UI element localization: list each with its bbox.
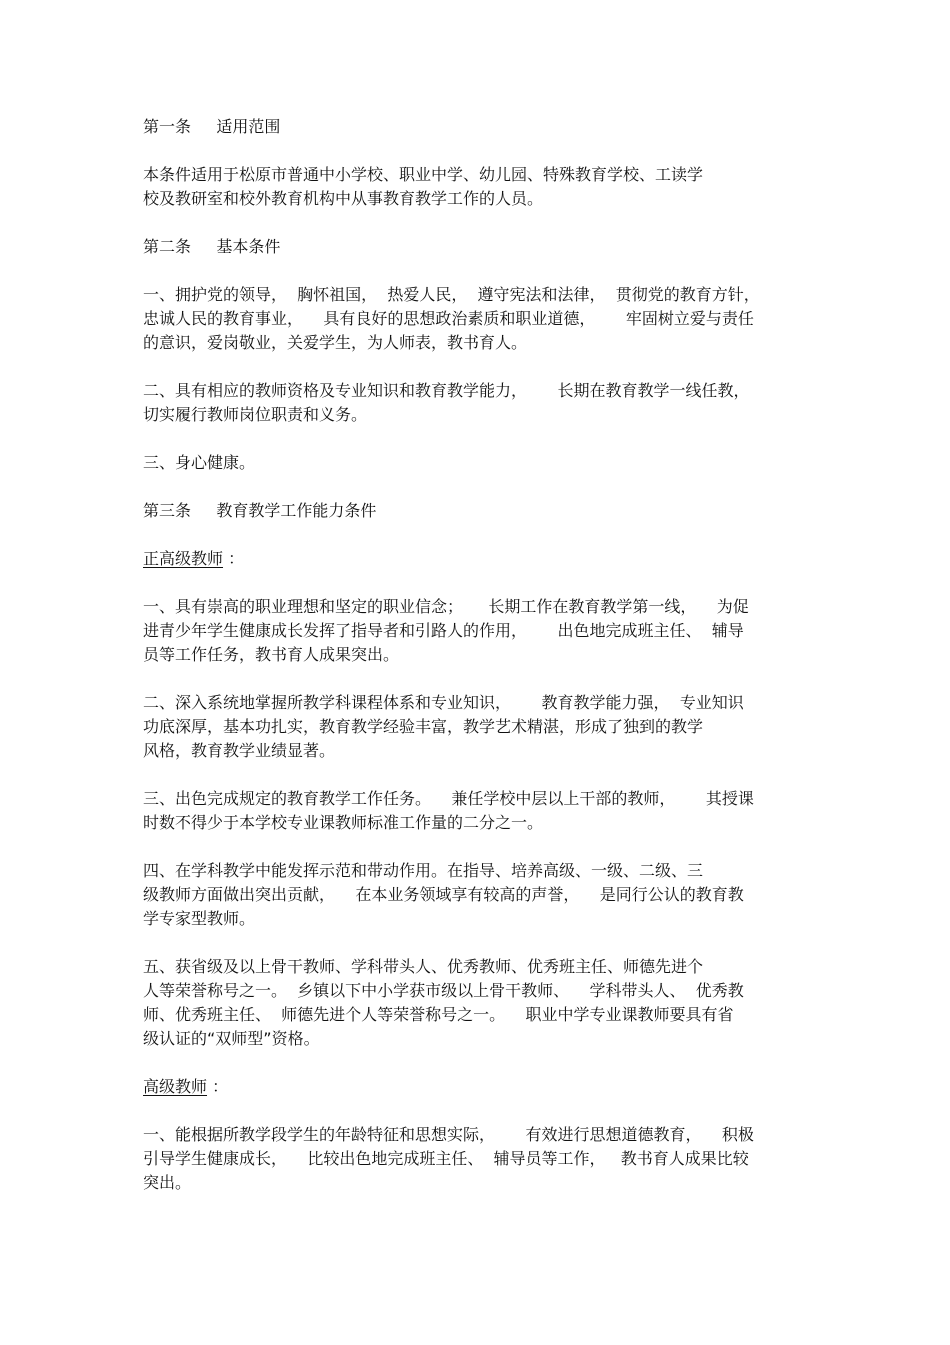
text-line: 时数不得少于本学校专业课教师标准工作量的二分之一。	[143, 813, 544, 832]
text-line: 级教师方面做出突出贡献， 在本业务领域享有较高的声誉， 是同行公认的教育教	[143, 885, 744, 904]
rank-label: 高级教师	[143, 1077, 208, 1096]
body-paragraph	[143, 859, 810, 931]
body-paragraph	[143, 955, 810, 1051]
text-line: 三、身心健康。	[143, 453, 256, 472]
rank-label-colon: ：	[223, 549, 245, 568]
text-line: 一、具有崇高的职业理想和坚定的职业信念； 长期工作在教育教学第一线， 为促	[143, 597, 749, 616]
subheading-line	[143, 1075, 810, 1099]
article-heading	[143, 115, 810, 139]
text-line: 校及教研室和校外教育机构中从事教育教学工作的人员。	[143, 189, 544, 208]
text-line: 级认证的“双师型”资格。	[143, 1029, 320, 1048]
heading-line: 第二条 基本条件	[143, 237, 281, 256]
text-line: 二、具有相应的教师资格及专业知识和教育教学能力， 长期在教育教学一线任教，	[143, 381, 750, 400]
body-paragraph	[143, 787, 810, 835]
heading-line: 第一条 适用范围	[143, 117, 281, 136]
text-line: 学专家型教师。	[143, 909, 256, 928]
text-line: 五、获省级及以上骨干教师、学科带头人、优秀教师、优秀班主任、师德先进个	[143, 957, 704, 976]
text-line: 忠诚人民的教育事业， 具有良好的思想政治素质和职业道德， 牢固树立爱与责任	[143, 309, 754, 328]
article-heading	[143, 235, 810, 259]
body-paragraph	[143, 691, 810, 763]
text-line: 功底深厚，基本功扎实，教育教学经验丰富，教学艺术精湛，形成了独到的教学	[143, 717, 704, 736]
body-paragraph	[143, 379, 810, 427]
text-line: 突出。	[143, 1173, 192, 1192]
text-line: 本条件适用于松原市普通中小学校、职业中学、幼儿园、特殊教育学校、工读学	[143, 165, 704, 184]
text-line: 一、能根据所教学段学生的年龄特征和思想实际， 有效进行思想道德教育， 积极	[143, 1125, 754, 1144]
rank-subheading	[143, 1075, 810, 1099]
text-line: 风格，教育教学业绩显著。	[143, 741, 336, 760]
text-line: 三、出色完成规定的教育教学工作任务。 兼任学校中层以上干部的教师， 其授课	[143, 789, 754, 808]
article-heading	[143, 499, 810, 523]
text-line: 切实履行教师岗位职责和义务。	[143, 405, 368, 424]
rank-label: 正高级教师	[143, 549, 224, 568]
subheading-line	[143, 547, 810, 571]
body-paragraph	[143, 163, 810, 211]
body-paragraph	[143, 595, 810, 667]
text-line: 引导学生健康成长， 比较出色地完成班主任、 辅导员等工作， 教书育人成果比较	[143, 1149, 749, 1168]
body-paragraph	[143, 451, 810, 475]
heading-line: 第三条 教育教学工作能力条件	[143, 501, 377, 520]
text-line: 师、优秀班主任、 师德先进个人等荣誉称号之一。 职业中学专业课教师要具有省	[143, 1005, 734, 1024]
text-line: 二、深入系统地掌握所教学科课程体系和专业知识， 教育教学能力强， 专业知识	[143, 693, 744, 712]
text-line: 进青少年学生健康成长发挥了指导者和引路人的作用， 出色地完成班主任、 辅导	[143, 621, 744, 640]
rank-label-colon: ：	[207, 1077, 229, 1096]
text-line: 的意识，爱岗敬业，关爱学生，为人师表，教书育人。	[143, 333, 528, 352]
body-paragraph	[143, 283, 810, 355]
text-line: 四、在学科教学中能发挥示范和带动作用。在指导、培养高级、一级、二级、三	[143, 861, 704, 880]
text-line: 人等荣誉称号之一。 乡镇以下中小学获市级以上骨干教师、 学科带头人、 优秀教	[143, 981, 744, 1000]
rank-subheading	[143, 547, 810, 571]
text-line: 员等工作任务，教书育人成果突出。	[143, 645, 400, 664]
text-line: 一、拥护党的领导， 胸怀祖国， 热爱人民， 遵守宪法和法律， 贯彻党的教育方针，	[143, 285, 760, 304]
body-paragraph	[143, 1123, 810, 1195]
